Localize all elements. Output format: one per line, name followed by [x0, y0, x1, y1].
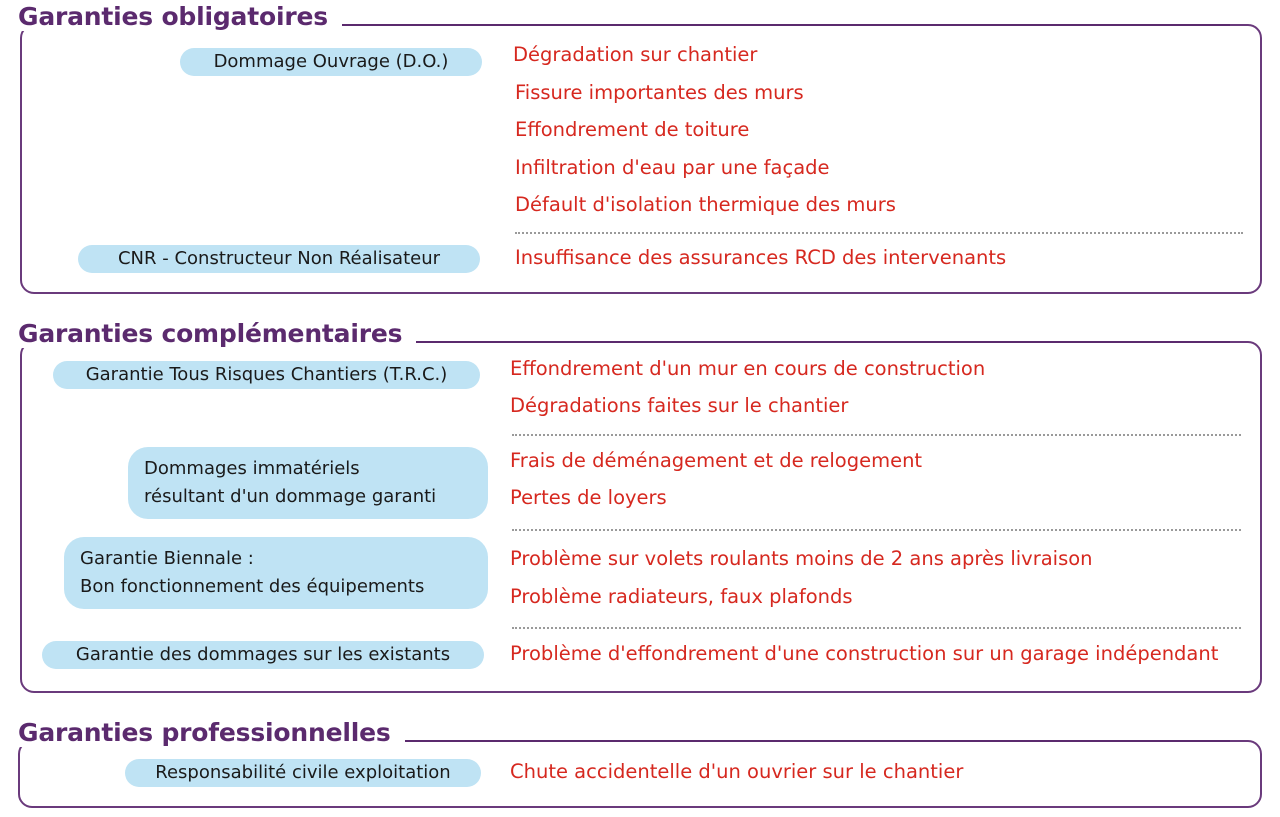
separator-dotted — [512, 434, 1241, 436]
pill-line: résultant d'un dommage garanti — [144, 486, 437, 507]
separator-dotted — [515, 232, 1243, 234]
pill-garantie-biennale — [64, 537, 488, 609]
section-title-professionnelles: Garanties professionnelles — [18, 718, 405, 747]
item-frais-demenagement: Frais de déménagement et de relogement — [510, 449, 923, 472]
item-degradations-chantier: Dégradations faites sur le chantier — [510, 394, 849, 417]
item-fissure-murs: Fissure importantes des murs — [515, 81, 804, 104]
item-isolation-thermique: Défault d'isolation thermique des murs — [515, 193, 896, 216]
item-chute-ouvrier: Chute accidentelle d'un ouvrier sur le chantier — [510, 760, 964, 783]
item-effondrement-mur-construction: Effondrement d'un mur en cours de construction — [510, 357, 986, 380]
section-title-complementaires: Garanties complémentaires — [18, 319, 416, 348]
pill-line: Bon fonctionnement des équipements — [80, 576, 425, 597]
item-effondrement-garage: Problème d'effondrement d'une construction sur un garage indépendant — [510, 642, 1219, 665]
pill-dommage-ouvrage: Dommage Ouvrage (D.O.) — [180, 48, 482, 76]
pill-line: Garantie Biennale : — [80, 548, 254, 569]
pill-line: Dommages immatériels — [144, 458, 360, 479]
item-insuffisance-rcd: Insuffisance des assurances RCD des intervenants — [515, 246, 1007, 269]
section-title-obligatoires: Garanties obligatoires — [18, 2, 342, 31]
item-effondrement-toiture: Effondrement de toiture — [515, 118, 750, 141]
separator-dotted — [512, 627, 1241, 629]
section-title-rule — [410, 341, 1230, 343]
pill-trc: Garantie Tous Risques Chantiers (T.R.C.) — [53, 361, 480, 389]
item-infiltration-eau: Infiltration d'eau par une façade — [515, 156, 830, 179]
pill-cnr: CNR - Constructeur Non Réalisateur — [78, 245, 480, 273]
item-pertes-loyers: Pertes de loyers — [510, 486, 667, 509]
pill-rc-exploitation: Responsabilité civile exploitation — [125, 759, 481, 787]
item-degradation-chantier: Dégradation sur chantier — [513, 43, 758, 66]
item-radiateurs: Problème radiateurs, faux plafonds — [510, 585, 853, 608]
separator-dotted — [512, 529, 1241, 531]
item-volets-roulants: Problème sur volets roulants moins de 2 ans après livraison — [510, 547, 1093, 570]
pill-dommages-existants: Garantie des dommages sur les existants — [42, 641, 484, 669]
pill-dommages-immateriels — [128, 447, 488, 519]
section-title-rule — [400, 740, 1230, 742]
section-title-rule — [330, 24, 1230, 26]
